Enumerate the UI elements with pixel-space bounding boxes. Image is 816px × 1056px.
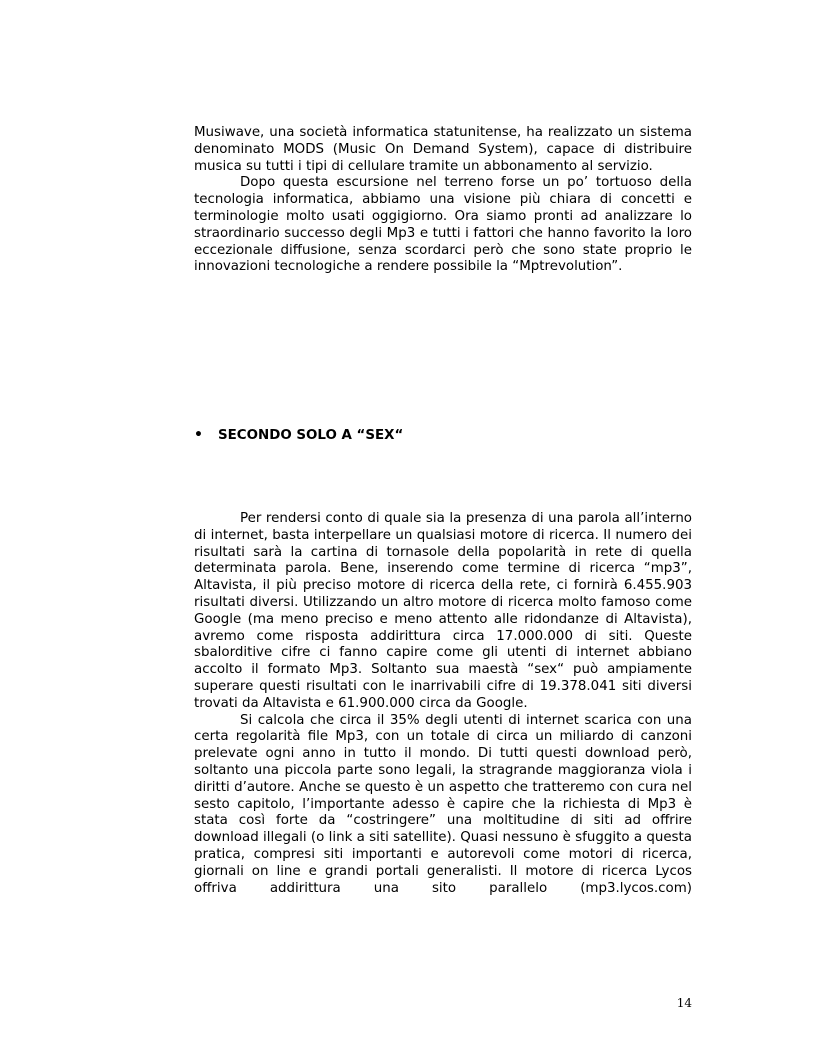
bottom-text-block xyxy=(194,511,692,897)
bullet-marker: • xyxy=(194,427,203,443)
paragraph-escursione: Dopo questa escursione nel terreno forse un po’ tortuoso della tecnologia informatica, abbiamo una visione più chiara di concetti e terminologie molto usati oggigiorno. Ora siamo pronti ad analizzare lo straordinario successo degli Mp3 e tutti i fattori che hanno favorito la loro eccezionale diffusione, senza scordarci però che sono state proprio le innovazioni tecnologiche a rendere possibile la “Mptrevolution”. xyxy=(194,175,692,275)
section-title: SECONDO SOLO A “SEX“ xyxy=(218,427,404,443)
paragraph-utenti-mp3: Si calcola che circa il 35% degli utenti di internet scarica con una certa regolarità file Mp3, con un totale di circa un miliardo di canzoni prelevate ogni anno in tutto il mondo. Di tutti questi download però, soltanto una piccola parte sono legali, la stragrande maggioranza viola i diritti d’autore. Anche se questo è un aspetto che tratteremo con cura nel sesto capitolo, l’importante adesso è capire che la richiesta di Mp3 è stata così forte da “costringere” una moltitudine di siti ad offrire download illegali (o link a siti satellite). Quasi nessuno è sfuggito a questa pratica, compresi siti importanti e autorevoli come motori di ricerca, giornali on line e grandi portali generalisti. Il motore di ricerca Lycos offriva addirittura una sito parallelo (mp3.lycos.com) xyxy=(194,712,692,896)
section-heading xyxy=(194,427,403,443)
top-text-block xyxy=(194,125,692,276)
page-number: 14 xyxy=(676,996,692,1010)
paragraph-presenza-parola: Per rendersi conto di quale sia la presenza di una parola all’interno di internet, basta interpellare un qualsiasi motore di ricerca. Il numero dei risultati sarà la cartina di tornasole della popolarità in rete di quella determinata parola. Bene, inserendo come termine di ricerca “mp3”, Altavista, il più preciso motore di ricerca della rete, ci fornirà 6.455.903 risultati diversi. Utilizzando un altro motore di ricerca molto famoso come Google (ma meno preciso e meno attento alle ridondanze di Altavista), avremo come risposta addirittura circa 17.000.000 di siti. Queste sbalorditive cifre ci fanno capire come gli utenti di internet abbiano accolto il formato Mp3. Soltanto sua maestà “sex“ può ampiamente superare questi risultati con le inarrivabili cifre di 19.378.041 siti diversi trovati da Altavista e 61.900.000 circa da Google. xyxy=(194,511,692,711)
paragraph-musiwave: Musiwave, una società informatica statunitense, ha realizzato un sistema denominato MODS (Music On Demand System), capace di distribuire musica su tutti i tipi di cellulare tramite un abbonamento al servizio. xyxy=(194,125,692,174)
